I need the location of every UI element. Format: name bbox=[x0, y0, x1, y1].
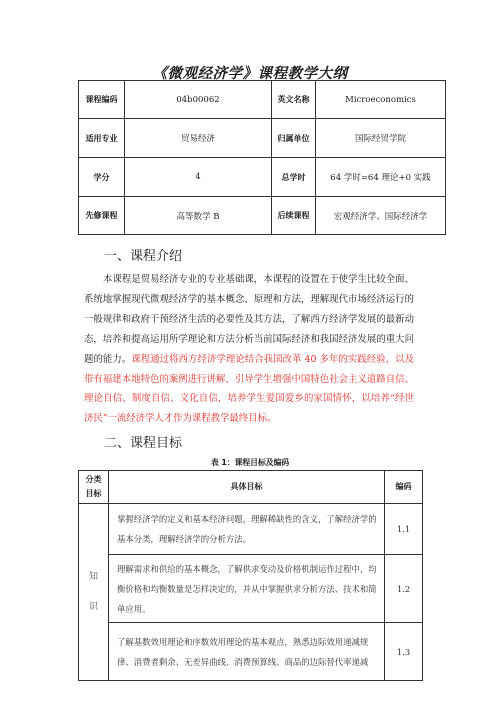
goal-code: 1.3 bbox=[385, 623, 423, 681]
info-row-major bbox=[79, 119, 446, 158]
table-caption: 表 1：课程目标及编码 bbox=[210, 458, 290, 467]
info-row-prereq bbox=[79, 197, 446, 235]
info-label-prereq: 先修课程 bbox=[79, 197, 125, 235]
section-heading-intro: 一、课程介绍 bbox=[104, 249, 183, 264]
info-value-english-name: Microeconomics bbox=[316, 81, 446, 119]
goal-code: 1.2 bbox=[385, 555, 423, 623]
info-row-code bbox=[79, 81, 446, 119]
page-bottom-edge bbox=[0, 699, 500, 707]
info-label-credits: 学分 bbox=[79, 158, 125, 197]
goal-text: 理解需求和供给的基本概念，了解供求变动及价格机制运作过程中，均衡价格和均衡数量是怎样决定的，并从中掌握供求分析方法、技术和简单应用。 bbox=[109, 555, 385, 623]
info-value-followup: 宏观经济学、国际经济学 bbox=[316, 197, 446, 235]
info-value-credits: 4 bbox=[125, 158, 272, 197]
info-value-major: 贸易经济 bbox=[125, 119, 272, 158]
goals-header-category: 分类目标 bbox=[79, 471, 109, 504]
info-value-total-hours: 64 学时=64 理论+0 实践 bbox=[316, 158, 446, 197]
info-row-credits bbox=[79, 158, 446, 197]
document-title: 《微观经济学》课程教学大纲 bbox=[152, 65, 348, 82]
table-row bbox=[79, 623, 423, 681]
intro-paragraph bbox=[84, 270, 414, 429]
info-value-prereq: 高等数学 B bbox=[125, 197, 272, 235]
section-heading-goals: 二、课程目标 bbox=[104, 436, 183, 451]
table-row bbox=[79, 504, 423, 555]
course-goals-table bbox=[78, 470, 423, 681]
goal-code: 1.1 bbox=[385, 504, 423, 555]
goal-text: 掌握经济学的定义和基本经济问题，理解稀缺性的含义，了解经济学的基本分类，理解经济学的分析方法。 bbox=[109, 504, 385, 555]
goals-category-cell bbox=[79, 504, 109, 681]
info-label-english-name: 英文名称 bbox=[272, 81, 316, 119]
info-label-major: 适用专业 bbox=[79, 119, 125, 158]
goals-header-goal: 具体目标 bbox=[109, 471, 385, 504]
goal-text: 了解基数效用理论和序数效用理论的基本观点，熟悉边际效用递减规律、消费者剩余、无差异曲线、消费预算线、商品的边际替代率递减 bbox=[109, 623, 385, 681]
info-label-course-code: 课程编码 bbox=[79, 81, 125, 119]
info-label-followup: 后续课程 bbox=[272, 197, 316, 235]
intro-text: 本课程是贸易经济专业的专业基础课，本课程的设置在于使学生比较全面、系统地掌握现代微观经济学的基本概念、原理和方法，理解现代市场经济运行的一般规律和政府干预经济生活的必要性及其方法，了解西方经济学发展的最新动态，培养和提高运用所学理论和方法分析当前国际经济和我国经济发展的重大问题的能力。 bbox=[84, 274, 414, 365]
table-row bbox=[79, 555, 423, 623]
goals-header-row bbox=[79, 471, 423, 504]
info-value-unit: 国际经贸学院 bbox=[316, 119, 446, 158]
course-info-table bbox=[78, 80, 446, 235]
info-label-total-hours: 总学时 bbox=[272, 158, 316, 197]
goals-header-code: 编码 bbox=[385, 471, 423, 504]
info-value-course-code: 04b00062 bbox=[125, 81, 272, 119]
intro-text-highlight: 课程通过将西方经济学理论结合我国改革 40 多年的实践经验，以及带有福建本地特色的案例进行讲解，引导学生增强中国特色社会主义道路自信、理论自信、制度自信、文化自信，培养学生爱国爱乡的家国情怀，以培养“经世济民”一流经济学人才作为课程教学最终目标。 bbox=[84, 353, 414, 425]
goals-category-label: 知识 bbox=[88, 572, 98, 612]
info-label-unit: 归属单位 bbox=[272, 119, 316, 158]
